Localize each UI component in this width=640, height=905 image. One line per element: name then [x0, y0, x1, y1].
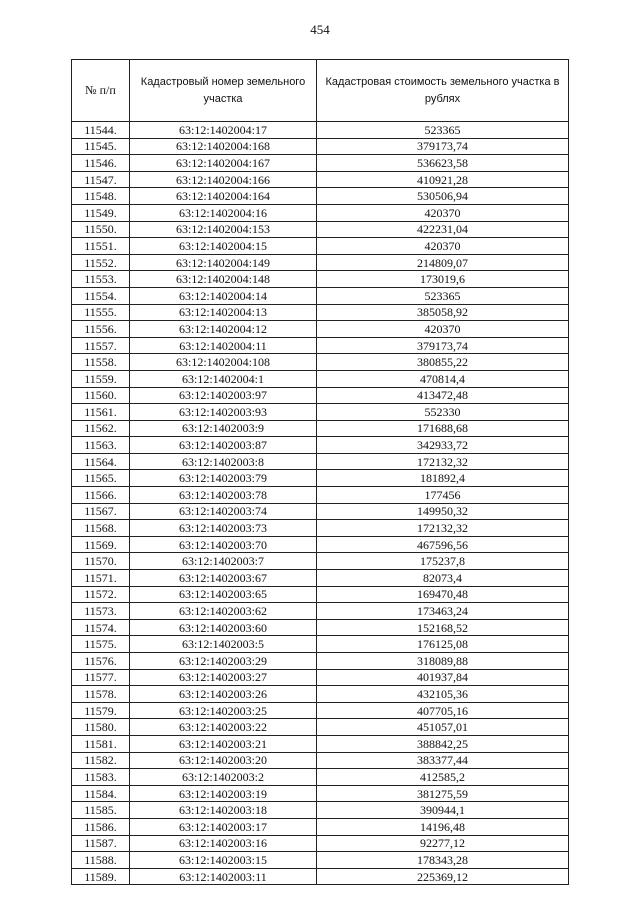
cadastral-number-cell: 63:12:1402003:8 — [130, 453, 317, 470]
table-row — [72, 719, 569, 736]
table-row — [72, 702, 569, 719]
table-row — [72, 321, 569, 338]
cadastral-value-cell: 225369,12 — [317, 868, 569, 885]
row-number-cell: 11556. — [72, 321, 130, 338]
row-number-cell: 11567. — [72, 503, 130, 520]
row-number-cell: 11564. — [72, 453, 130, 470]
row-number-cell: 11573. — [72, 603, 130, 620]
table-row — [72, 337, 569, 354]
cadastral-value-cell: 178343,28 — [317, 852, 569, 869]
row-number-cell: 11578. — [72, 686, 130, 703]
header-cadastral-number: Кадастровый номер земельного участка — [130, 60, 317, 122]
table-row — [72, 752, 569, 769]
cadastral-value-cell: 169470,48 — [317, 586, 569, 603]
table-row — [72, 287, 569, 304]
table-row — [72, 271, 569, 288]
cadastral-value-cell: 410921,28 — [317, 171, 569, 188]
table-row — [72, 503, 569, 520]
row-number-cell: 11577. — [72, 669, 130, 686]
cadastral-value-table — [71, 59, 569, 885]
table-row — [72, 122, 569, 139]
table-row — [72, 387, 569, 404]
cadastral-number-cell: 63:12:1402003:78 — [130, 487, 317, 504]
cadastral-value-cell: 451057,01 — [317, 719, 569, 736]
cadastral-value-cell: 379173,74 — [317, 138, 569, 155]
cadastral-value-cell: 523365 — [317, 287, 569, 304]
row-number-cell: 11572. — [72, 586, 130, 603]
cadastral-value-cell: 149950,32 — [317, 503, 569, 520]
cadastral-value-cell: 342933,72 — [317, 437, 569, 454]
row-number-cell: 11589. — [72, 868, 130, 885]
row-number-cell: 11552. — [72, 254, 130, 271]
row-number-cell: 11579. — [72, 702, 130, 719]
row-number-cell: 11563. — [72, 437, 130, 454]
table-row — [72, 188, 569, 205]
row-number-cell: 11570. — [72, 553, 130, 570]
cadastral-number-cell: 63:12:1402004:168 — [130, 138, 317, 155]
table-row — [72, 453, 569, 470]
row-number-cell: 11544. — [72, 122, 130, 139]
cadastral-number-cell: 63:12:1402004:164 — [130, 188, 317, 205]
header-row — [72, 60, 569, 122]
cadastral-value-cell: 175237,8 — [317, 553, 569, 570]
cadastral-value-cell: 420370 — [317, 321, 569, 338]
row-number-cell: 11581. — [72, 735, 130, 752]
row-number-cell: 11553. — [72, 271, 130, 288]
cadastral-number-cell: 63:12:1402003:17 — [130, 818, 317, 835]
table-row — [72, 686, 569, 703]
cadastral-value-cell: 176125,08 — [317, 636, 569, 653]
cadastral-value-cell: 401937,84 — [317, 669, 569, 686]
cadastral-number-cell: 63:12:1402004:11 — [130, 337, 317, 354]
row-number-cell: 11546. — [72, 155, 130, 172]
table-row — [72, 221, 569, 238]
cadastral-number-cell: 63:12:1402003:16 — [130, 835, 317, 852]
table-row — [72, 818, 569, 835]
row-number-cell: 11586. — [72, 818, 130, 835]
table-row — [72, 835, 569, 852]
cadastral-number-cell: 63:12:1402003:87 — [130, 437, 317, 454]
table-row — [72, 852, 569, 869]
cadastral-value-cell: 422231,04 — [317, 221, 569, 238]
cadastral-number-cell: 63:12:1402004:13 — [130, 304, 317, 321]
table-body — [72, 122, 569, 885]
cadastral-value-cell: 413472,48 — [317, 387, 569, 404]
table-row — [72, 553, 569, 570]
cadastral-number-cell: 63:12:1402004:12 — [130, 321, 317, 338]
cadastral-value-cell: 172132,32 — [317, 520, 569, 537]
cadastral-value-cell: 420370 — [317, 238, 569, 255]
cadastral-value-cell: 530506,94 — [317, 188, 569, 205]
cadastral-number-cell: 63:12:1402004:149 — [130, 254, 317, 271]
table-row — [72, 470, 569, 487]
table-row — [72, 520, 569, 537]
cadastral-number-cell: 63:12:1402004:15 — [130, 238, 317, 255]
table-row — [72, 171, 569, 188]
cadastral-number-cell: 63:12:1402003:21 — [130, 735, 317, 752]
cadastral-number-cell: 63:12:1402003:60 — [130, 619, 317, 636]
row-number-cell: 11588. — [72, 852, 130, 869]
cadastral-value-cell: 407705,16 — [317, 702, 569, 719]
cadastral-number-cell: 63:12:1402003:25 — [130, 702, 317, 719]
cadastral-number-cell: 63:12:1402003:97 — [130, 387, 317, 404]
cadastral-value-cell: 379173,74 — [317, 337, 569, 354]
cadastral-number-cell: 63:12:1402004:167 — [130, 155, 317, 172]
cadastral-value-cell: 470814,4 — [317, 370, 569, 387]
cadastral-number-cell: 63:12:1402003:20 — [130, 752, 317, 769]
row-number-cell: 11585. — [72, 802, 130, 819]
cadastral-value-cell: 181892,4 — [317, 470, 569, 487]
table-row — [72, 669, 569, 686]
cadastral-value-cell: 171688,68 — [317, 420, 569, 437]
cadastral-number-cell: 63:12:1402003:67 — [130, 570, 317, 587]
cadastral-number-cell: 63:12:1402004:14 — [130, 287, 317, 304]
row-number-cell: 11545. — [72, 138, 130, 155]
cadastral-value-cell: 380855,22 — [317, 354, 569, 371]
table-row — [72, 404, 569, 421]
cadastral-number-cell: 63:12:1402003:73 — [130, 520, 317, 537]
row-number-cell: 11551. — [72, 238, 130, 255]
cadastral-value-cell: 552330 — [317, 404, 569, 421]
cadastral-value-cell: 381275,59 — [317, 785, 569, 802]
table-row — [72, 437, 569, 454]
cadastral-value-cell: 318089,88 — [317, 653, 569, 670]
row-number-cell: 11576. — [72, 653, 130, 670]
row-number-cell: 11557. — [72, 337, 130, 354]
row-number-cell: 11562. — [72, 420, 130, 437]
cadastral-value-cell: 536623,58 — [317, 155, 569, 172]
cadastral-number-cell: 63:12:1402003:70 — [130, 536, 317, 553]
cadastral-number-cell: 63:12:1402003:65 — [130, 586, 317, 603]
row-number-cell: 11548. — [72, 188, 130, 205]
header-row-number: № п/п — [72, 60, 130, 122]
row-number-cell: 11575. — [72, 636, 130, 653]
cadastral-value-cell: 214809,07 — [317, 254, 569, 271]
cadastral-number-cell: 63:12:1402003:62 — [130, 603, 317, 620]
cadastral-number-cell: 63:12:1402003:29 — [130, 653, 317, 670]
row-number-cell: 11580. — [72, 719, 130, 736]
cadastral-number-cell: 63:12:1402004:153 — [130, 221, 317, 238]
table-row — [72, 636, 569, 653]
cadastral-number-cell: 63:12:1402003:9 — [130, 420, 317, 437]
row-number-cell: 11574. — [72, 619, 130, 636]
row-number-cell: 11569. — [72, 536, 130, 553]
table-row — [72, 204, 569, 221]
table-row — [72, 653, 569, 670]
cadastral-number-cell: 63:12:1402003:74 — [130, 503, 317, 520]
cadastral-value-cell: 385058,92 — [317, 304, 569, 321]
header-cadastral-value: Кадастровая стоимость земельного участка в рублях — [317, 60, 569, 122]
table-row — [72, 238, 569, 255]
cadastral-value-cell: 383377,44 — [317, 752, 569, 769]
table-row — [72, 619, 569, 636]
cadastral-number-cell: 63:12:1402003:93 — [130, 404, 317, 421]
cadastral-value-cell: 14196,48 — [317, 818, 569, 835]
cadastral-value-cell: 467596,56 — [317, 536, 569, 553]
table-row — [72, 155, 569, 172]
cadastral-value-cell: 152168,52 — [317, 619, 569, 636]
table-row — [72, 370, 569, 387]
table-row — [72, 304, 569, 321]
cadastral-number-cell: 63:12:1402003:11 — [130, 868, 317, 885]
cadastral-number-cell: 63:12:1402003:7 — [130, 553, 317, 570]
row-number-cell: 11558. — [72, 354, 130, 371]
cadastral-value-cell: 432105,36 — [317, 686, 569, 703]
table-row — [72, 603, 569, 620]
cadastral-value-cell: 388842,25 — [317, 735, 569, 752]
row-number-cell: 11554. — [72, 287, 130, 304]
row-number-cell: 11560. — [72, 387, 130, 404]
table-row — [72, 586, 569, 603]
cadastral-number-cell: 63:12:1402003:19 — [130, 785, 317, 802]
table-row — [72, 487, 569, 504]
table-row — [72, 802, 569, 819]
cadastral-value-cell: 173463,24 — [317, 603, 569, 620]
cadastral-number-cell: 63:12:1402004:16 — [130, 204, 317, 221]
row-number-cell: 11550. — [72, 221, 130, 238]
cadastral-value-cell: 92277,12 — [317, 835, 569, 852]
cadastral-number-cell: 63:12:1402004:108 — [130, 354, 317, 371]
table-header — [72, 60, 569, 122]
table-row — [72, 570, 569, 587]
table-row — [72, 735, 569, 752]
cadastral-value-cell: 420370 — [317, 204, 569, 221]
table-row — [72, 420, 569, 437]
cadastral-value-cell: 172132,32 — [317, 453, 569, 470]
table-row — [72, 536, 569, 553]
cadastral-number-cell: 63:12:1402003:27 — [130, 669, 317, 686]
cadastral-number-cell: 63:12:1402004:148 — [130, 271, 317, 288]
row-number-cell: 11566. — [72, 487, 130, 504]
cadastral-number-cell: 63:12:1402003:26 — [130, 686, 317, 703]
cadastral-number-cell: 63:12:1402003:2 — [130, 769, 317, 786]
row-number-cell: 11565. — [72, 470, 130, 487]
row-number-cell: 11568. — [72, 520, 130, 537]
row-number-cell: 11584. — [72, 785, 130, 802]
cadastral-number-cell: 63:12:1402003:79 — [130, 470, 317, 487]
cadastral-number-cell: 63:12:1402003:15 — [130, 852, 317, 869]
cadastral-value-cell: 82073,4 — [317, 570, 569, 587]
cadastral-value-cell: 177456 — [317, 487, 569, 504]
row-number-cell: 11555. — [72, 304, 130, 321]
page-number: 454 — [310, 22, 330, 37]
table-row — [72, 785, 569, 802]
cadastral-value-cell: 523365 — [317, 122, 569, 139]
table-row — [72, 868, 569, 885]
row-number-cell: 11587. — [72, 835, 130, 852]
cadastral-value-cell: 412585,2 — [317, 769, 569, 786]
cadastral-number-cell: 63:12:1402003:5 — [130, 636, 317, 653]
row-number-cell: 11583. — [72, 769, 130, 786]
table-row — [72, 138, 569, 155]
row-number-cell: 11549. — [72, 204, 130, 221]
table-row — [72, 354, 569, 371]
table-row — [72, 769, 569, 786]
cadastral-value-cell: 173019,6 — [317, 271, 569, 288]
cadastral-number-cell: 63:12:1402004:17 — [130, 122, 317, 139]
cadastral-number-cell: 63:12:1402003:18 — [130, 802, 317, 819]
table-row — [72, 254, 569, 271]
cadastral-value-cell: 390944,1 — [317, 802, 569, 819]
row-number-cell: 11547. — [72, 171, 130, 188]
row-number-cell: 11582. — [72, 752, 130, 769]
cadastral-number-cell: 63:12:1402004:1 — [130, 370, 317, 387]
row-number-cell: 11559. — [72, 370, 130, 387]
cadastral-number-cell: 63:12:1402004:166 — [130, 171, 317, 188]
row-number-cell: 11571. — [72, 570, 130, 587]
cadastral-number-cell: 63:12:1402003:22 — [130, 719, 317, 736]
row-number-cell: 11561. — [72, 404, 130, 421]
